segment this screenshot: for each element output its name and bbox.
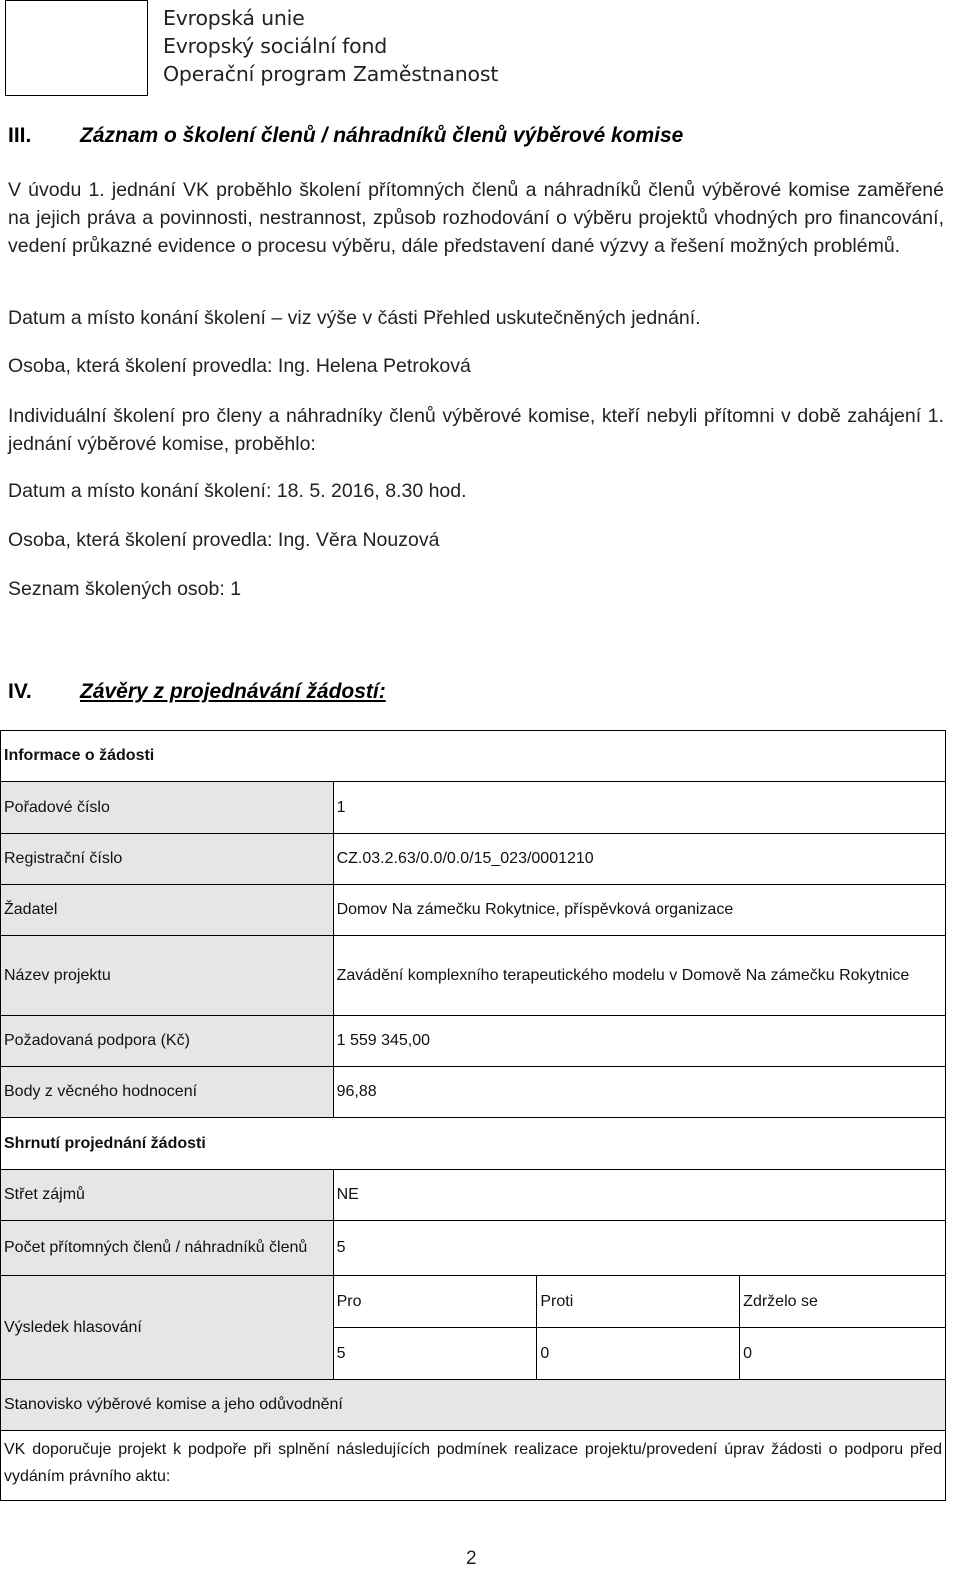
table-row <box>1 1221 946 1276</box>
table-row <box>1 1067 946 1118</box>
statement-text: VK doporučuje projekt k podpoře při splnění následujících podmínek realizace projektu/provedení úprav žádosti o podporu před vydáním právního aktu: <box>1 1431 946 1501</box>
page-number: 2 <box>466 1548 477 1569</box>
trainer-2: Osoba, která školení provedla: Ing. Věra Nouzová <box>8 529 440 551</box>
application-info-table <box>0 730 946 1501</box>
trained-persons-list: Seznam školených osob: 1 <box>8 578 242 600</box>
logo-line-2: Evropský sociální fond <box>163 34 388 58</box>
individual-training: Individuální školení pro členy a náhradníky členů výběrové komise, kteří nebyli přítomni v době zahájení 1. jednání výběrové komise, proběhlo: <box>8 405 944 455</box>
section-4-title: Závěry z projednávání žádostí: <box>80 680 386 703</box>
vote-result-label: Výsledek hlasování <box>1 1276 334 1380</box>
row-value: Zavádění komplexního terapeutického modelu v Domově Na zámečku Rokytnice <box>333 936 945 1016</box>
logo-line-3: Operační program Zaměstnanost <box>163 62 499 86</box>
table-row <box>1 1016 946 1067</box>
statement-label: Stanovisko výběrové komise a jeho odůvodnění <box>1 1380 946 1431</box>
members-count-value: 5 <box>333 1221 945 1276</box>
logo-line-1: Evropská unie <box>163 6 305 30</box>
vote-value-proti: 0 <box>537 1328 740 1380</box>
row-label: Pořadové číslo <box>1 782 334 834</box>
row-value: CZ.03.2.63/0.0/0.0/15_023/0001210 <box>333 834 945 885</box>
conflict-label: Střet zájmů <box>1 1170 334 1221</box>
section-3-number: III. <box>8 124 32 147</box>
row-label: Požadovaná podpora (Kč) <box>1 1016 334 1067</box>
table-row <box>1 782 946 834</box>
training-intro: V úvodu 1. jednání VK proběhlo školení přítomných členů a náhradníků členů výběrové komise zaměřené na jejich práva a povinnosti, nestrannost, způsob rozhodování o výběru projektů vhodných pro financování, vedení průkazné evidence o procesu výběru, dále představení dané výzvy a řešení možných problémů. <box>8 179 944 257</box>
row-label: Žadatel <box>1 885 334 936</box>
section-3-title: Záznam o školení členů / náhradníků členů výběrové komise <box>80 124 684 147</box>
eu-logo <box>5 0 499 96</box>
row-value: Domov Na zámečku Rokytnice, příspěvková organizace <box>333 885 945 936</box>
table-row <box>1 1170 946 1221</box>
row-label: Body z věcného hodnocení <box>1 1067 334 1118</box>
summary-header: Shrnutí projednání žádosti <box>1 1118 946 1170</box>
vote-header-proti: Proti <box>537 1276 740 1328</box>
training-date-2: Datum a místo konání školení: 18. 5. 2016, 8.30 hod. <box>8 480 467 502</box>
vote-value-pro: 5 <box>333 1328 537 1380</box>
members-count-label: Počet přítomných členů / náhradníků členů <box>1 1221 334 1276</box>
row-value: 1 559 345,00 <box>333 1016 945 1067</box>
vote-header-abstain: Zdrželo se <box>740 1276 946 1328</box>
table-row <box>1 834 946 885</box>
vote-value-abstain: 0 <box>740 1328 946 1380</box>
conflict-value: NE <box>333 1170 945 1221</box>
section-4-number: IV. <box>8 680 32 703</box>
row-label: Název projektu <box>1 936 334 1016</box>
table-row <box>1 885 946 936</box>
row-label: Registrační číslo <box>1 834 334 885</box>
training-date-place: Datum a místo konání školení – viz výše v části Přehled uskutečněných jednání. <box>8 307 701 329</box>
row-value: 1 <box>333 782 945 834</box>
trainer-1: Osoba, která školení provedla: Ing. Helena Petroková <box>8 355 471 377</box>
table-row <box>1 936 946 1016</box>
eu-flag-icon <box>5 0 148 96</box>
row-value: 96,88 <box>333 1067 945 1118</box>
info-header: Informace o žádosti <box>1 731 946 782</box>
vote-header-pro: Pro <box>333 1276 537 1328</box>
